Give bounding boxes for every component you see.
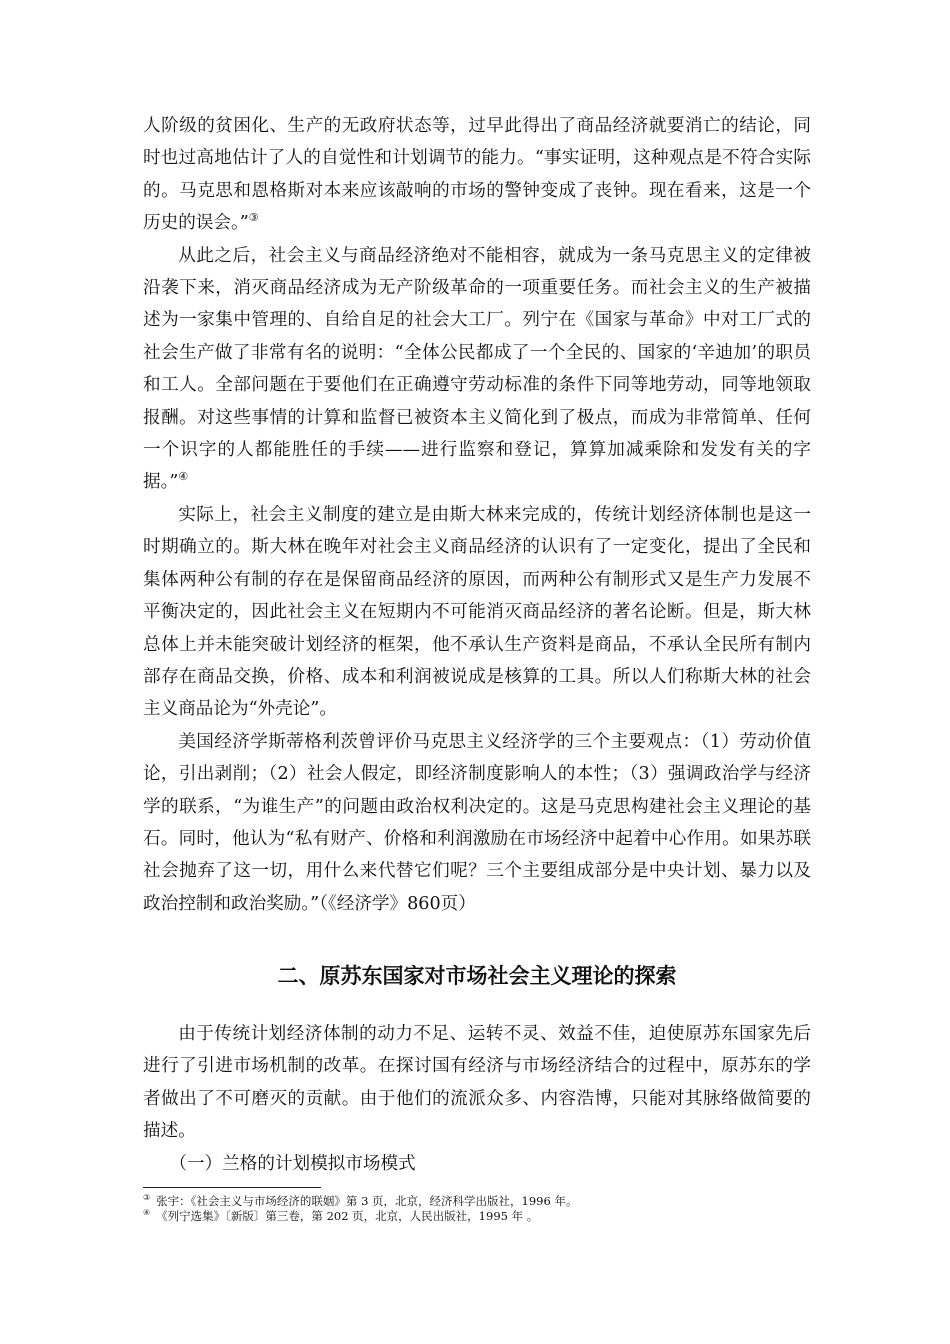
paragraph-text: 实际上，社会主义制度的建立是由斯大林来完成的，传统计划经济体制也是这一时期确立的。斯大林在晚年对社会主义商品经济的认识有了一定变化，提出了全民和集体两种公有制的存在是保留商品经济的原因，而两种公有制形式又是生产力发展不平衡决定的，因此社会主义在短期内不可能消灭商品经济的著名论断。但是，斯大林总体上并未能突破计划经济的框架，他不承认生产资料是商品，不承认全民所有制内部存在商品交换，价格、成本和利润被说成是核算的工具。所以人们称斯大林的社会主义商品论为“外壳论”。: [143, 504, 811, 720]
paragraph: 由于传统计划经济体制的动力不足、运转不灵、效益不佳，迫使原苏东国家先后进行了引进市场机制的改革。在探讨国有经济与市场经济结合的过程中，原苏东的学者做出了不可磨灭的贡献。由于他们的流派众多、内容浩博，只能对其脉络做简要的描述。: [143, 1024, 811, 1142]
section-body: [143, 1018, 811, 1180]
paragraph: [143, 110, 811, 240]
paragraph: [143, 499, 811, 726]
subsection-heading: （一）兰格的计划模拟市场模式: [169, 1153, 416, 1174]
paragraph: [143, 240, 811, 499]
footnote-mark: ③: [143, 1193, 151, 1203]
footnote-mark: ④: [143, 1207, 151, 1217]
footnote-text: 张宇：《社会主义与市场经济的联姻》第 3 页，北京，经济科学出版社，1996 年。: [156, 1194, 578, 1208]
paragraph-text: 从此之后，社会主义与商品经济绝对不能相容，就成为一条马克思主义的定律被沿袭下来，消灭商品经济成为无产阶级革命的一项重要任务。而社会主义的生产被描述为一家集中管理的、自给自足的社会大工厂。列宁在《国家与革命》中对工厂式的社会生产做了非常有名的说明：“全体公民都成了一个全民的、国家的‘辛迪加’的职员和工人。全部问题在于要他们在正确遵守劳动标准的条件下同等地劳动，同等地领取报酬。对这些事情的计算和监督已被资本主义简化到了极点，而成为非常简单、任何一个识字的人都能胜任的手续——进行监察和登记，算算加减乘除和发发有关的字据。”: [143, 245, 811, 493]
paragraph-text: 人阶级的贫困化、生产的无政府状态等，过早此得出了商品经济就要消亡的结论，同时也过高地估计了人的自觉性和计划调节的能力。“事实证明，这种观点是不符合实际的。马克思和恩格斯对本来应该敲响的市场的警钟变成了丧钟。现在看来，这是一个历史的误会。”: [143, 116, 811, 234]
body-text: [143, 110, 811, 920]
section-heading: 二、原苏东国家对市场社会主义理论的探索: [277, 964, 677, 988]
footnote: [143, 1209, 811, 1224]
paragraph: [143, 726, 811, 920]
footnote-text: 《列宁选集》〔新版〕第三卷，第 202 页，北京，人民出版社，1995 年 。: [156, 1208, 539, 1223]
footnotes: [143, 1194, 811, 1223]
footnote: [143, 1194, 811, 1209]
paragraph-text: 美国经济学斯蒂格利茨曾评价马克思主义经济学的三个主要观点：（1）劳动价值论，引出剥削；（2）社会人假定，即经济制度影响人的本性；（3）强调政治学与经济学的联系，“为谁生产”的问题由政治权利决定的。这是马克思构建社会主义理论的基石。同时，他认为“私有财产、价格和利润激励在市场经济中起着中心作用。如果苏联社会抛弃了这一切，用什么来代替它们呢？三个主要组成部分是中央计划、暴力以及政治控制和政治奖励。”（《经济学》860页）: [143, 731, 811, 914]
footnote-divider: [143, 1187, 321, 1188]
footnote-reference: ④: [178, 470, 189, 484]
footnote-reference: ③: [248, 211, 259, 225]
